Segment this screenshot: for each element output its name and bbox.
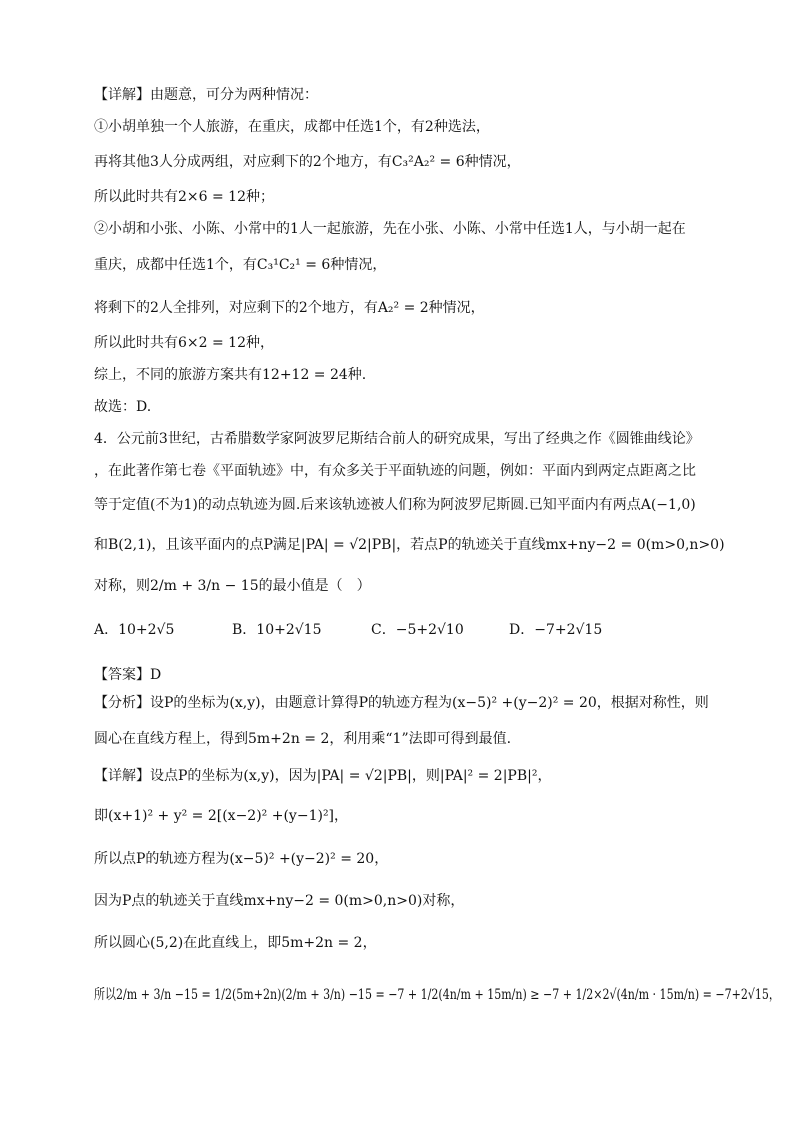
text-line-15: 对称，则2/m + 3/n − 15的最小值是（ ） [94, 578, 371, 594]
text-line-24: 所以2/m + 3/n −15 = 1/2(5m+2n)(2/m + 3/n) −15 = −7 + 1/2(4n/m + 15m/n) ≥ −7 + 1/2×2√(4n/m · 15m/n) = −7+2√15， [94, 987, 780, 1003]
answer-option-d: D．−7+2√15 [509, 622, 603, 638]
text-line-6: 重庆，成都中任选1个，有C₃¹C₂¹ = 6种情况， [94, 257, 387, 273]
text-line-2: ①小胡单独一个人旅游，在重庆，成都中任选1个，有2种选法， [94, 119, 490, 135]
answer-option-a: A．10+2√5 [94, 622, 175, 638]
text-line-5: ②小胡和小张、小陈、小常中的1人一起旅游，先在小张、小陈、小常中任选1人，与小胡一起在 [94, 221, 686, 237]
text-line-19: 【详解】设点P的坐标为(x,y)，因为|PA| = √2|PB|，则|PA|² = 2|PB|²， [94, 768, 552, 784]
answer-option-b: B．10+2√15 [232, 622, 322, 638]
text-line-8: 所以此时共有6×2 = 12种， [94, 335, 274, 351]
text-line-23: 所以圆心(5,2)在此直线上，即5m+2n = 2， [94, 935, 377, 951]
text-line-17: 【分析】设P的坐标为(x,y)，由题意计算得P的轨迹方程为(x−5)² +(y−2)² = 20，根据对称性，则 [94, 695, 709, 711]
text-line-1: 【详解】由题意，可分为两种情况： [94, 87, 318, 103]
text-line-10: 故选：D. [94, 399, 152, 415]
text-line-12: ，在此著作第七卷《平面轨迹》中，有众多关于平面轨迹的问题，例如：平面内到两定点距离之比 [94, 463, 696, 479]
text-line-11: 4．公元前3世纪，古希腊数学家阿波罗尼斯结合前人的研究成果，写出了经典之作《圆锥曲线论》 [94, 431, 700, 447]
text-line-16: 【答案】D [94, 667, 162, 683]
text-line-14: 和B(2,1)，且该平面内的点P满足|PA| = √2|PB|，若点P的轨迹关于直线mx+ny−2 = 0(m>0,n>0) [94, 537, 725, 553]
text-line-9: 综上，不同的旅游方案共有12+12 = 24种. [94, 367, 367, 383]
text-line-22: 因为P点的轨迹关于直线mx+ny−2 = 0(m>0,n>0)对称， [94, 893, 465, 909]
text-line-13: 等于定值(不为1)的动点轨迹为圆.后来该轨迹被人们称为阿波罗尼斯圆.已知平面内有两点A(−1,0) [94, 497, 696, 513]
text-line-4: 所以此时共有2×6 = 12种； [94, 189, 274, 205]
answer-option-c: C．−5+2√10 [371, 622, 464, 638]
text-line-7: 将剩下的2人全排列，对应剩下的2个地方，有A₂² = 2种情况， [94, 300, 485, 316]
text-line-3: 再将其他3人分成两组，对应剩下的2个地方，有C₃²A₂² = 6种情况， [94, 154, 521, 170]
text-line-21: 所以点P的轨迹方程为(x−5)² +(y−2)² = 20， [94, 851, 389, 867]
text-line-20: 即(x+1)² + y² = 2[(x−2)² +(y−1)²]， [94, 808, 349, 824]
text-line-18: 圆心在直线方程上，得到5m+2n = 2，利用乘“1”法即可得到最值. [94, 731, 512, 747]
